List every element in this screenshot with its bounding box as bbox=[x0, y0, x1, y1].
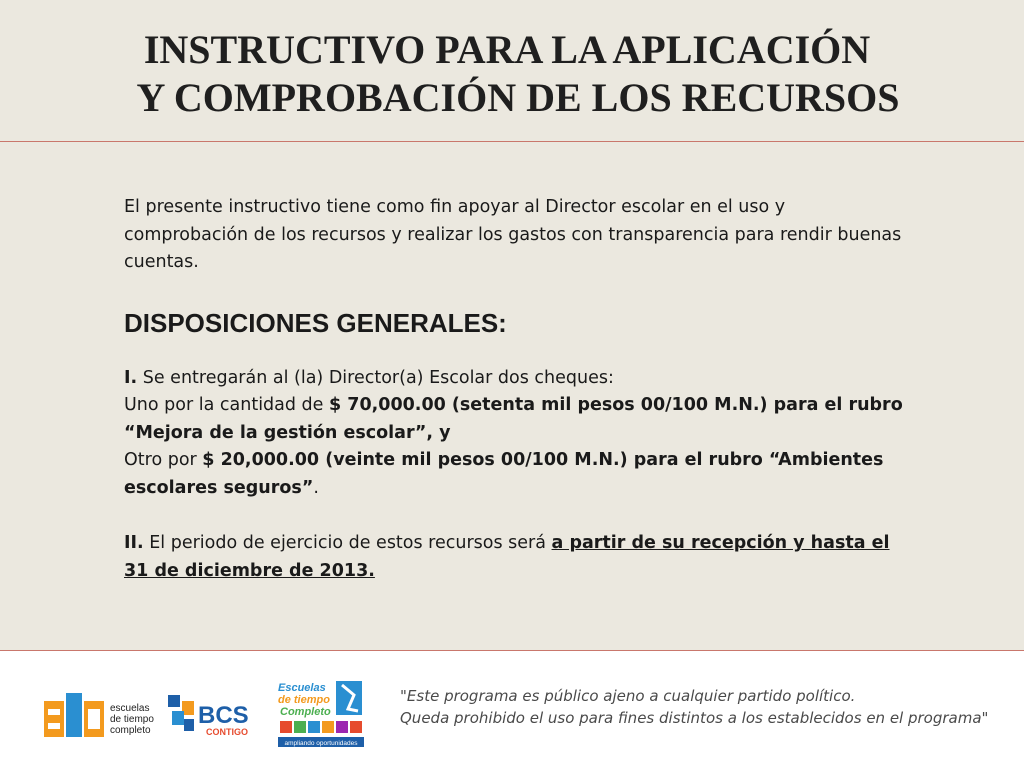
etc-logo-line-2: de tiempo bbox=[110, 714, 154, 725]
section-1-numeral: I. bbox=[124, 367, 138, 388]
cheque-2-detail: $ 20,000.00 (veinte mil pesos 00/100 M.N.) para el rubro “Ambientes escolares seguros” bbox=[124, 450, 884, 498]
section-1-lead: Se entregarán al (la) Director(a) Escolar dos cheques: bbox=[137, 367, 614, 388]
footer bbox=[0, 651, 1024, 768]
section-1 bbox=[124, 365, 914, 503]
etc-logo-line-1: escuelas bbox=[110, 703, 150, 714]
etc2-logo-line-1: Escuelas bbox=[278, 682, 326, 694]
document-body bbox=[124, 194, 914, 613]
etc2-logo-line-3: Completo bbox=[280, 706, 331, 718]
escuelas-tiempo-completo-logo-icon bbox=[276, 679, 366, 749]
cheque-1-detail: $ 70,000.00 (setenta mil pesos 00/100 M.N.) para el rubro “Mejora de la gestión escolar”, y bbox=[124, 395, 903, 443]
section-2-numeral: II. bbox=[124, 533, 144, 553]
disclaimer-text bbox=[400, 685, 1010, 729]
etc2-logo-sub: ampliando oportunidades bbox=[284, 740, 358, 747]
title-line-1: INSTRUCTIVO PARA LA APLICACIÓN bbox=[143, 27, 871, 72]
bcs-logo-text: BCS bbox=[198, 702, 249, 729]
intro-paragraph: El presente instructivo tiene como fin apoyar al Director escolar en el uso y comprobación de los recursos y realizar los gastos con transparencia para rendir buenas cuentas. bbox=[124, 197, 902, 272]
section-2-text: El periodo de ejercicio de estos recursos será bbox=[143, 533, 552, 553]
etc2-logo-line-2: de tiempo bbox=[278, 694, 330, 706]
bcs-logo-icon bbox=[166, 687, 264, 741]
bcs-logo-sub: CONTIGO bbox=[206, 727, 248, 737]
disclaimer-line-1: "Este programa es público ajeno a cualquier partido político. bbox=[400, 687, 856, 705]
section-2-period: a partir de su recepción y hasta el 31 de diciembre de 2013. bbox=[124, 533, 890, 581]
cheque-1-prefix: Uno por la cantidad de bbox=[124, 395, 329, 415]
cheque-2-end: . bbox=[313, 477, 319, 498]
etc-logo-line-3: completo bbox=[110, 725, 151, 736]
etc-logo-icon bbox=[40, 687, 160, 741]
disclaimer-line-2: Queda prohibido el uso para fines distintos a los establecidos en el programa" bbox=[400, 709, 989, 727]
section-2 bbox=[124, 530, 914, 585]
page-title bbox=[0, 26, 1024, 122]
title-area bbox=[0, 0, 1024, 142]
title-line-2: Y COMPROBACIÓN DE LOS RECURSOS bbox=[136, 75, 900, 120]
section-heading: DISPOSICIONES GENERALES: bbox=[124, 307, 507, 338]
top-divider bbox=[0, 141, 1024, 142]
cheque-2-prefix: Otro por bbox=[124, 450, 203, 470]
